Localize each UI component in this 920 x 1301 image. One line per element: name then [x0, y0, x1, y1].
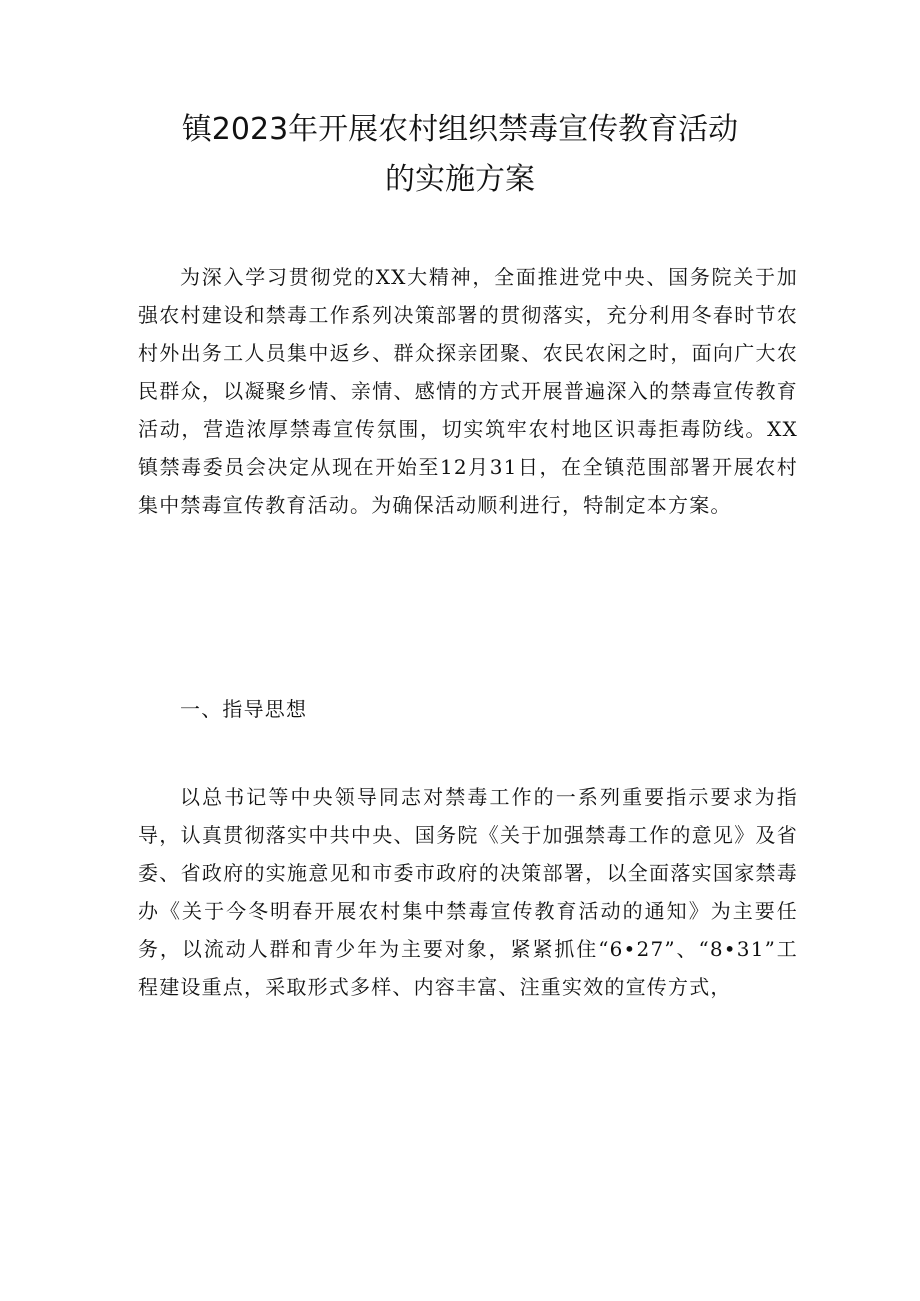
document-title-line-1: 镇2023年开展农村组织禁毒宣传教育活动	[181, 112, 739, 147]
document-title-line-2: 的实施方案	[385, 162, 535, 197]
intro-paragraph: 为深入学习贯彻党的XX大精神，全面推进党中央、国务院关于加强农村建设和禁毒工作系列决策部署的贯彻落实，充分利用冬春时节农村外出务工人员集中返乡、群众探亲团聚、农民农闲之时，面向广大农民群众，以凝聚乡情、亲情、感情的方式开展普遍深入的禁毒宣传教育活动，营造浓厚禁毒宣传氛围，切实筑牢农村地区识毒拒毒防线。XX镇禁毒委员会决定从现在开始至12月31日，在全镇范围部署开展农村集中禁毒宣传教育活动。为确保活动顺利进行，特制定本方案。	[138, 265, 798, 517]
guiding-ideology-paragraph: 以总书记等中央领导同志对禁毒工作的一系列重要指示要求为指导，认真贯彻落实中共中央、国务院《关于加强禁毒工作的意见》及省委、省政府的实施意见和市委市政府的决策部署，以全面落实国家禁毒办《关于今冬明春开展农村集中禁毒宣传教育活动的通知》为主要任务，以流动人群和青少年为主要对象，紧紧抓住“6•27”、“8•31”工程建设重点，采取形式多样、内容丰富、注重实效的宣传方式，	[138, 785, 798, 999]
section-heading-guiding-ideology: 一、指导思想	[180, 697, 308, 721]
